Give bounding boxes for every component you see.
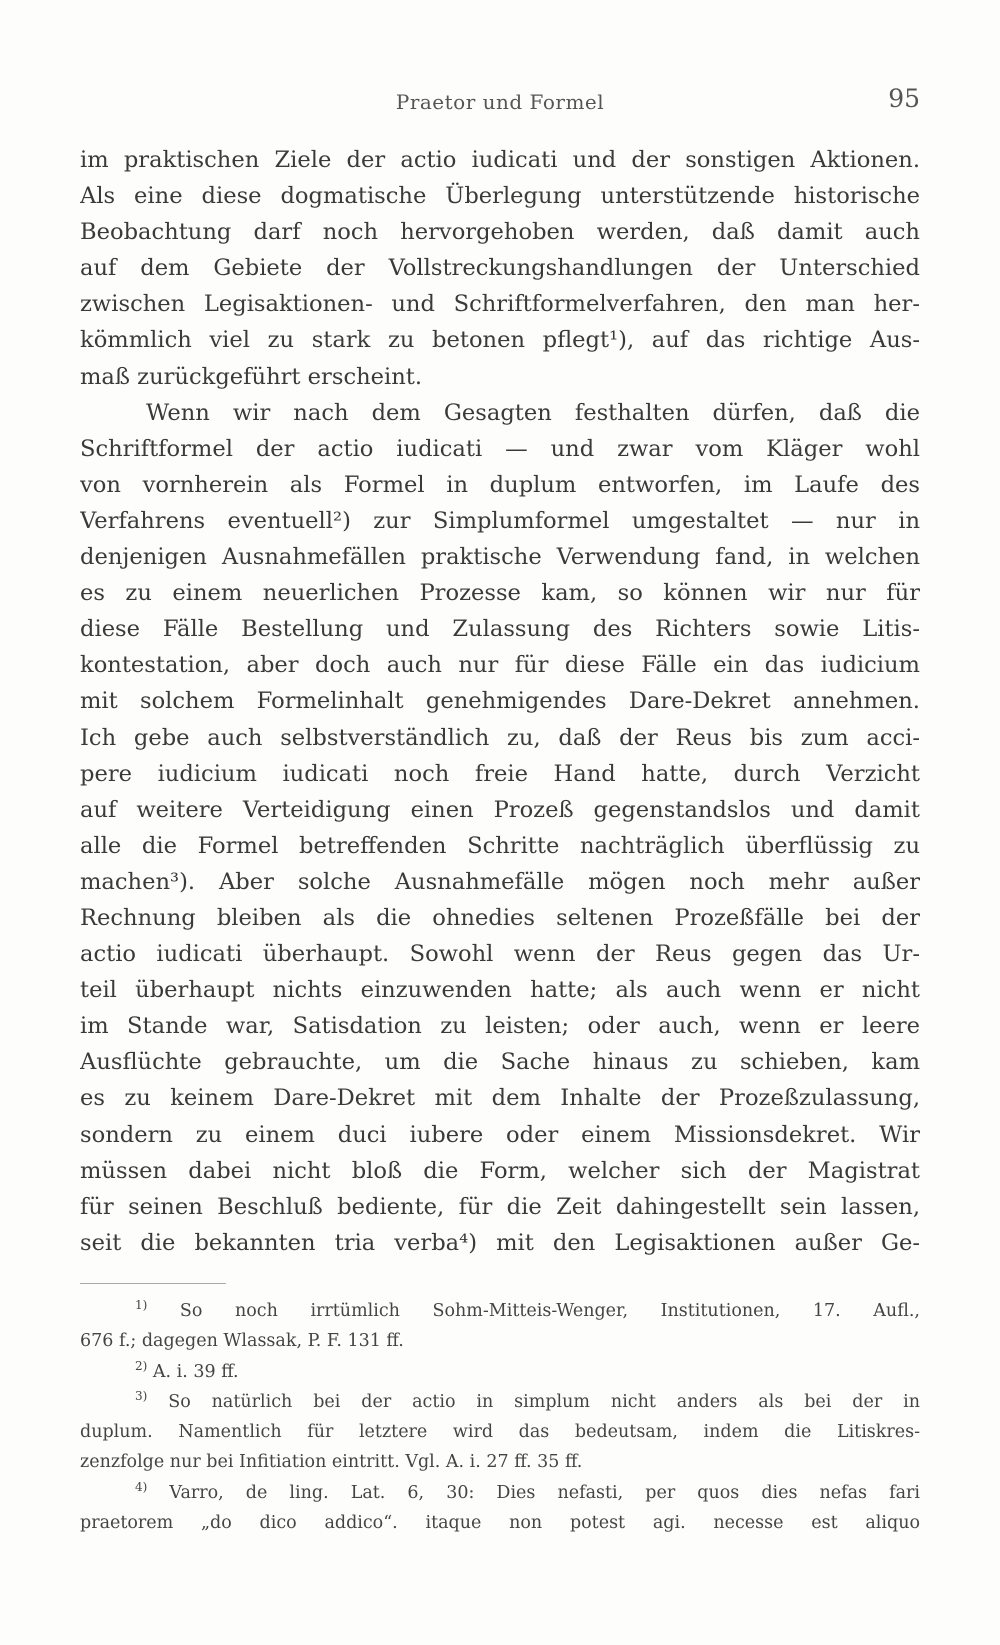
text-line: Rechnung bleiben als die ohnedies seltenen Prozeßfälle bei der bbox=[80, 904, 920, 931]
footnote-3-line: duplum. Namentlich für letztere wird das bedeutsam, indem die Litiskres- bbox=[80, 1422, 920, 1443]
footnote-2-marker: 2) bbox=[135, 1358, 148, 1373]
text-line: diese Fälle Bestellung und Zulassung des Richters sowie Litis- bbox=[80, 616, 920, 643]
text-line: kontestation, aber doch auch nur für diese Fälle ein das iudicium bbox=[80, 652, 920, 679]
text-line: im Stande war, Satisdation zu leisten; oder auch, wenn er leere bbox=[80, 1013, 920, 1040]
footnote-1-marker: 1) bbox=[135, 1298, 148, 1312]
footnote-1-line: 676 f.; dagegen Wlassak, P. F. 131 ff. bbox=[80, 1331, 404, 1352]
text-line: auf dem Gebiete der Vollstreckungshandlungen der Unterschied bbox=[80, 255, 920, 282]
text-line: sondern zu einem duci iubere oder einem Missionsdekret. Wir bbox=[80, 1121, 920, 1148]
footnote-4-text: Varro, de ling. Lat. 6, 30: Dies nefasti, per quos dies nefas fari bbox=[169, 1482, 920, 1503]
text-line: teil überhaupt nichts einzuwenden hatte; als auch wenn er nicht bbox=[80, 977, 920, 1004]
page-number: 95 bbox=[888, 84, 920, 113]
text-line: zwischen Legisaktionen- und Schriftformelverfahren, den man her- bbox=[80, 291, 920, 318]
text-line: Ausflüchte gebrauchte, um die Sache hinaus zu schieben, kam bbox=[80, 1049, 920, 1076]
footnote-separator bbox=[80, 1283, 226, 1284]
footnote-4-line bbox=[80, 1478, 920, 1508]
footnote-4-marker: 4) bbox=[135, 1479, 148, 1494]
text-line: Ich gebe auch selbstverständlich zu, daß der Reus bis zum acci- bbox=[80, 724, 920, 751]
main-text bbox=[80, 142, 920, 1261]
footnote-4-line: praetorem „do dico addico“. itaque non potest agi. necesse est aliquo bbox=[80, 1513, 920, 1534]
text-line: für seinen Beschluß bediente, für die Zeit dahingestellt sein lassen, bbox=[80, 1193, 920, 1220]
text-line: seit die bekannten tria verba⁴) mit den Legisaktionen außer Ge- bbox=[80, 1229, 920, 1256]
text-line: mit solchem Formelinhalt genehmigendes Dare-Dekret annehmen. bbox=[80, 688, 920, 715]
text-line: pere iudicium iudicati noch freie Hand hatte, durch Verzicht bbox=[80, 760, 920, 787]
footnote-1-line bbox=[80, 1296, 920, 1326]
footnote-3-line: zenzfolge nur bei Infitiation eintritt. Vgl. A. i. 27 ff. 35 ff. bbox=[80, 1452, 583, 1473]
text-line: auf weitere Verteidigung einen Prozeß gegenstandslos und damit bbox=[80, 796, 920, 823]
footnote-3-text: So natürlich bei der actio in simplum nicht anders als bei der in bbox=[168, 1391, 920, 1412]
text-line: müssen dabei nicht bloß die Form, welcher sich der Magistrat bbox=[80, 1157, 920, 1184]
text-line: kömmlich viel zu stark zu betonen pflegt¹), auf das richtige Aus- bbox=[80, 327, 920, 354]
text-line: von vornherein als Formel in duplum entworfen, im Laufe des bbox=[80, 471, 920, 498]
text-line: machen³). Aber solche Ausnahmefälle mögen noch mehr außer bbox=[80, 868, 920, 895]
text-line: im praktischen Ziele der actio iudicati und der sonstigen Aktionen. bbox=[80, 147, 920, 173]
text-line: actio iudicati überhaupt. Sowohl wenn der Reus gegen das Ur- bbox=[80, 941, 920, 968]
footnote-1-text: So noch irrtümlich Sohm-Mitteis-Wenger, Institutionen, 17. Aufl., bbox=[179, 1301, 920, 1321]
text-line: alle die Formel betreffenden Schritte nachträglich überflüssig zu bbox=[80, 832, 920, 859]
footnote-3-marker: 3) bbox=[135, 1388, 148, 1403]
text-line: Verfahrens eventuell²) zur Simplumformel umgestaltet — nur in bbox=[80, 507, 920, 534]
running-title: Praetor und Formel bbox=[395, 90, 605, 114]
text-line: Als eine diese dogmatische Überlegung unterstützende historische bbox=[80, 183, 920, 210]
footnote-3-line bbox=[80, 1387, 920, 1417]
running-header bbox=[80, 84, 920, 124]
footnote-2-line bbox=[80, 1357, 920, 1387]
footnote-2-text: A. i. 39 ff. bbox=[152, 1361, 239, 1382]
footnotes bbox=[80, 1296, 920, 1538]
text-line: Schriftformel der actio iudicati — und zwar vom Kläger wohl bbox=[80, 435, 920, 462]
paragraph-start-line: Wenn wir nach dem Gesagten festhalten dürfen, daß die bbox=[146, 399, 920, 426]
text-line: Beobachtung darf noch hervorgehoben werden, daß damit auch bbox=[80, 219, 920, 246]
text-line: es zu einem neuerlichen Prozesse kam, so können wir nur für bbox=[80, 580, 920, 607]
text-line: denjenigen Ausnahmefällen praktische Verwendung fand, in welchen bbox=[80, 544, 920, 571]
text-line: maß zurückgeführt erscheint. bbox=[80, 363, 423, 390]
text-line: es zu keinem Dare-Dekret mit dem Inhalte der Prozeßzulassung, bbox=[80, 1085, 920, 1112]
